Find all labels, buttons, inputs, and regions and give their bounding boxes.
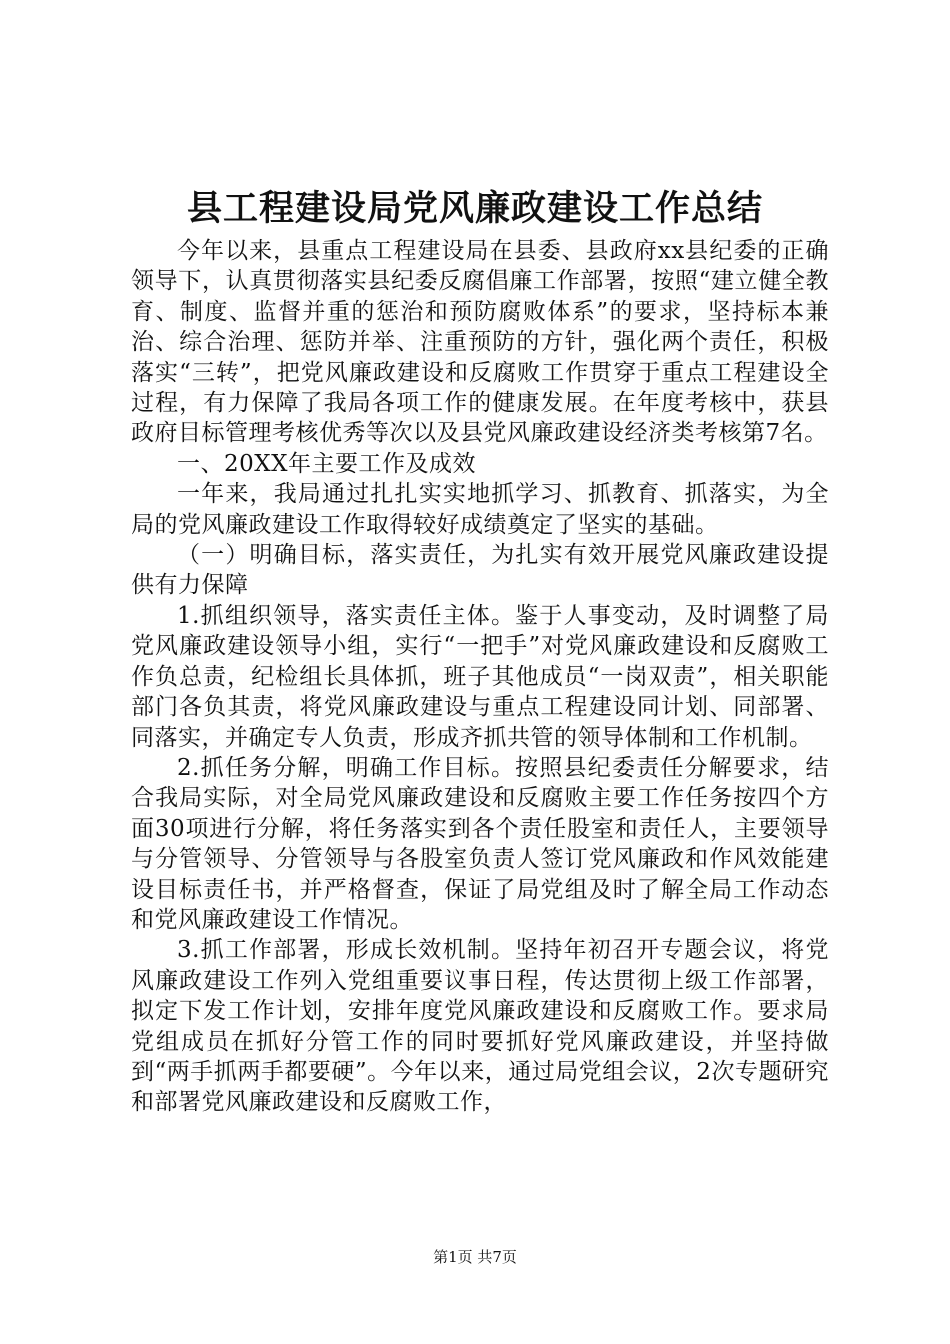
paragraph-overview: 一年来，我局通过扎扎实实地抓学习、抓教育、抓落实，为全局的党风廉政建设工作取得较好成绩奠定了坚实的基础。 <box>131 481 829 538</box>
paragraph-intro: 今年以来，县重点工程建设局在县委、县政府xx县纪委的正确领导下，认真贯彻落实县纪委反腐倡廉工作部署，按照“建立健全教育、制度、监督并重的惩治和预防腐败体系”的要求，坚持标本兼治、综合治理、惩防并举、注重预防的方针，强化两个责任，积极落实“三转”，把党风廉政建设和反腐败工作贯穿于重点工程建设全过程，有力保障了我局各项工作的健康发展。在年度考核中，获县政府目标管理考核优秀等次以及县党风廉政建设经济类考核第7名。 <box>131 238 829 447</box>
paragraph-item-2: 2.抓任务分解，明确工作目标。按照县纪委责任分解要求，结合我局实际，对全局党风廉政建设和反腐败主要工作任务按四个方面30项进行分解，将任务落实到各个责任股室和责任人，主要领导与分管领导、分管领导与各股室负责人签订党风廉政和作风效能建设目标责任书，并严格督查，保证了局党组及时了解全局工作动态和党风廉政建设工作情况。 <box>131 754 829 933</box>
document-body <box>131 236 829 1118</box>
paragraph-item-3: 3.抓工作部署，形成长效机制。坚持年初召开专题会议，将党风廉政建设工作列入党组重要议事日程，传达贯彻上级工作部署，拟定下发工作计划，安排年度党风廉政建设和反腐败工作。要求局党组成员在抓好分管工作的同时要抓好党风廉政建设，并坚持做到“两手抓两手都要硬”。今年以来，通过局党组会议，2次专题研究和部署党风廉政建设和反腐败工作， <box>131 937 829 1116</box>
page-number-footer: 第1页 共7页 <box>433 1248 517 1266</box>
section-heading-main-work: 一、20XX年主要工作及成效 <box>177 450 477 477</box>
document-title: 县工程建设局党风廉政建设工作总结 <box>186 188 763 229</box>
paragraph-item-1: 1.抓组织领导，落实责任主体。鉴于人事变动，及时调整了局党风廉政建设领导小组，实行“一把手”对党风廉政建设和反腐败工作负总责，纪检组长具体抓，班子其他成员“一岗双责”，相关职能部门各负其责，将党风廉政建设与重点工程建设同计划、同部署、同落实，并确定专人负责，形成齐抓共管的领导体制和工作机制。 <box>131 602 829 751</box>
subsection-heading-goals: （一）明确目标，落实责任，为扎实有效开展党风廉政建设提供有力保障 <box>131 542 829 599</box>
